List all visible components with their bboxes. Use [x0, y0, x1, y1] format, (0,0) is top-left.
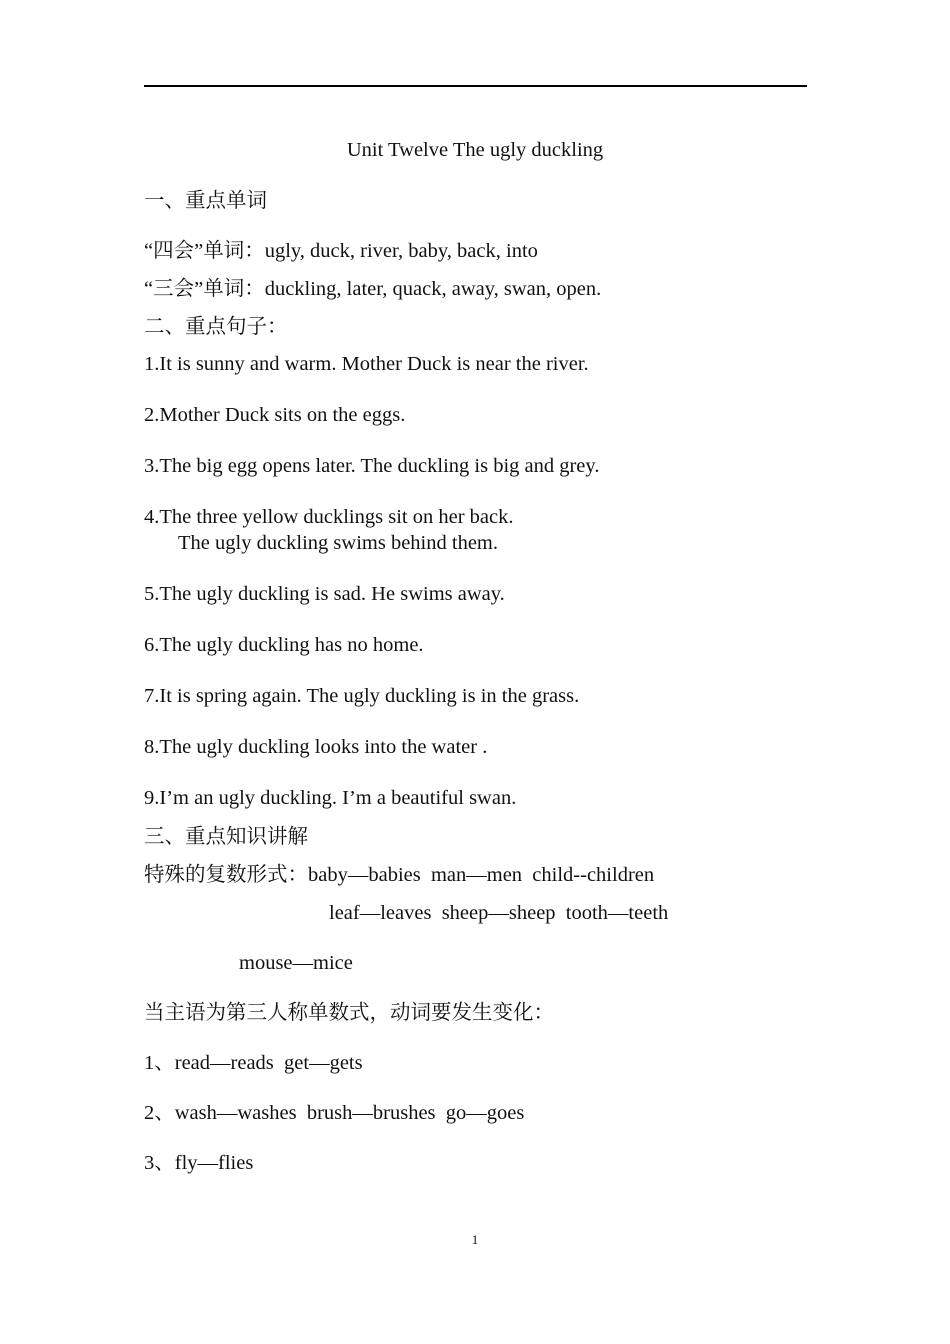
plural-forms-line-1: 特殊的复数形式：baby—babies man—men child--children [144, 864, 655, 886]
plural-forms-line-3: mouse—mice [239, 952, 353, 974]
sentence-4: 4.The three yellow ducklings sit on her back. [144, 506, 514, 528]
plural-forms-line-2: leaf—leaves sheep—sheep tooth—teeth [329, 902, 669, 924]
sentence-7: 7.It is spring again. The ugly duckling is in the grass. [144, 685, 580, 707]
verb-rule-1: 1、read—reads get—gets [144, 1052, 363, 1074]
third-person-intro: 当主语为第三人称单数式，动词要发生变化： [144, 1002, 554, 1024]
document-title: Unit Twelve The ugly duckling [346, 139, 604, 161]
section-heading-key-sentences: 二、重点句子： [144, 316, 288, 338]
verb-rule-3: 3、fly—flies [144, 1152, 254, 1174]
sentence-8: 8.The ugly duckling looks into the water . [144, 736, 488, 758]
sentence-4-continuation: The ugly duckling swims behind them. [178, 532, 498, 554]
page-number: 1 [471, 1232, 479, 1247]
header-rule [144, 85, 807, 87]
four-skill-words: “四会”单词：ugly, duck, river, baby, back, into [144, 240, 538, 262]
sentence-5: 5.The ugly duckling is sad. He swims away. [144, 583, 505, 605]
sentence-2: 2.Mother Duck sits on the eggs. [144, 404, 406, 426]
three-skill-words: “三会”单词：duckling, later, quack, away, swan, open. [144, 278, 602, 300]
sentence-1: 1.It is sunny and warm. Mother Duck is near the river. [144, 353, 589, 375]
section-heading-key-knowledge: 三、重点知识讲解 [144, 826, 308, 848]
sentence-6: 6.The ugly duckling has no home. [144, 634, 424, 656]
verb-rule-2: 2、wash—washes brush—brushes go—goes [144, 1102, 525, 1124]
sentence-9: 9.I’m an ugly duckling. I’m a beautiful swan. [144, 787, 517, 809]
section-heading-key-words: 一、重点单词 [144, 190, 267, 212]
sentence-3: 3.The big egg opens later. The duckling is big and grey. [144, 455, 600, 477]
